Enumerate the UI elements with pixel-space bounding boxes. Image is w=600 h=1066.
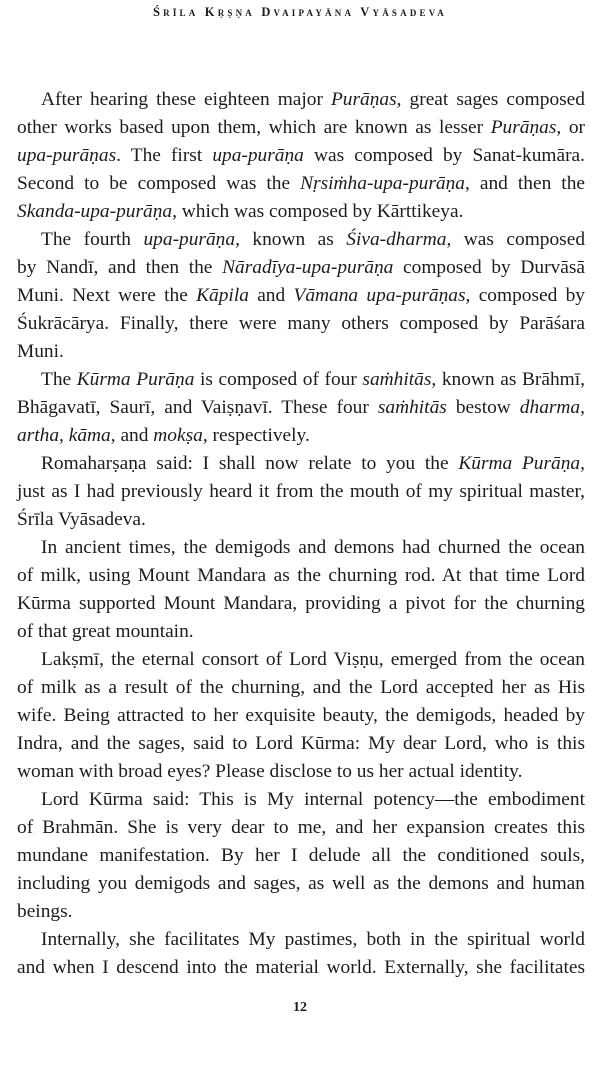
text-line	[17, 758, 585, 786]
text-line	[17, 646, 585, 674]
page-number: 12	[293, 1000, 307, 1015]
text-run: was composed by Sanat-kumāra.	[303, 145, 585, 166]
text-line	[17, 534, 585, 562]
text-run: Śrīla Vyāsadeva.	[17, 509, 146, 530]
text-line	[17, 198, 585, 226]
italic-term: dharma	[519, 397, 581, 418]
italic-term: Śiva-dharma	[346, 229, 447, 250]
text-run: is composed of four	[194, 369, 363, 390]
text-run: The	[41, 369, 77, 390]
text-run: including you demigods and sages, as well as the demons and human	[17, 873, 585, 894]
text-run: , composed by	[465, 285, 585, 306]
text-run: and when I descend into the material world. Externally, she facilitates	[17, 957, 585, 978]
text-line	[17, 338, 585, 366]
text-line	[17, 898, 585, 926]
text-run: other works based upon them, which are known as lesser	[17, 117, 491, 138]
text-run: Lord Kūrma said: This is My internal potency—the embodiment	[41, 789, 585, 810]
text-run: ,	[59, 425, 69, 446]
page-body-text	[17, 86, 585, 982]
text-run: , known as	[235, 229, 347, 250]
text-run: . The first	[116, 145, 213, 166]
text-line	[17, 86, 585, 114]
text-run: of that great mountain.	[17, 621, 194, 642]
text-line	[17, 142, 585, 170]
italic-term: upa-purāṇa	[143, 229, 236, 250]
text-run: Lakṣmī, the eternal consort of Lord Viṣṇu, emerged from the ocean	[41, 649, 585, 670]
text-run: Romaharṣaṇa said: I shall now relate to you the	[41, 453, 459, 474]
text-run: In ancient times, the demigods and demons had churned the ocean	[41, 537, 585, 558]
text-line	[17, 394, 585, 422]
text-run: composed by Durvāsā	[393, 257, 586, 278]
text-run: , or	[556, 117, 585, 138]
text-line	[17, 170, 585, 198]
text-run: Kūrma supported Mount Mandara, providing a pivot for the churning	[17, 593, 585, 614]
text-line	[17, 730, 585, 758]
text-run: Śukrācārya. Finally, there were many others composed by Parāśara	[17, 313, 585, 334]
text-run: of Brahmān. She is very dear to me, and her expansion creates this	[17, 817, 585, 838]
text-line	[17, 450, 585, 478]
italic-term: kāma	[68, 425, 111, 446]
text-run: After hearing these eighteen major	[41, 89, 331, 110]
paragraph	[17, 450, 585, 534]
text-run: ,	[580, 397, 585, 418]
italic-term: Kāpila	[196, 285, 249, 306]
italic-term: mokṣa	[153, 425, 203, 446]
italic-term: upa-purāṇas	[17, 145, 117, 166]
paragraph	[17, 926, 585, 982]
text-run: , and then the	[464, 173, 585, 194]
text-line	[17, 954, 585, 982]
text-line	[17, 590, 585, 618]
text-line	[17, 814, 585, 842]
text-line	[17, 674, 585, 702]
italic-term: saṁhitās	[362, 369, 432, 390]
running-header: Śrīla Kṛṣṇa Dvaipayāna Vyāsadeva	[153, 5, 447, 19]
italic-term: Vāmana upa-purāṇas	[293, 285, 466, 306]
text-line	[17, 618, 585, 646]
text-line	[17, 786, 585, 814]
paragraph	[17, 366, 585, 450]
text-line	[17, 114, 585, 142]
text-run: woman with broad eyes? Please disclose to us her actual identity.	[17, 761, 523, 782]
text-run: just as I had previously heard it from the mouth of my spiritual master,	[17, 481, 585, 502]
text-run: bestow	[446, 397, 520, 418]
text-line	[17, 870, 585, 898]
text-line	[17, 842, 585, 870]
text-run: mundane manifestation. By her I delude all the conditioned souls,	[17, 845, 585, 866]
text-run: by Nandī, and then the	[17, 257, 223, 278]
text-run: Second to be composed was the	[17, 173, 301, 194]
italic-term: Nāradīya-upa-purāṇa	[222, 257, 394, 278]
text-run: , great sages composed	[396, 89, 585, 110]
italic-term: Purāṇas	[330, 89, 397, 110]
italic-term: Nṛsiṁha-upa-purāṇa	[300, 173, 465, 194]
italic-term: upa-purāṇa	[212, 145, 304, 166]
text-run: Muni.	[17, 341, 64, 362]
italic-term: Skanda-upa-purāṇa	[17, 201, 173, 222]
text-line	[17, 310, 585, 338]
text-line	[17, 702, 585, 730]
italic-term: Kūrma Purāṇa	[458, 453, 581, 474]
text-line	[17, 226, 585, 254]
text-line	[17, 926, 585, 954]
text-run: , which was composed by Kārttikeya.	[172, 201, 464, 222]
text-line	[17, 366, 585, 394]
text-run: The fourth	[41, 229, 144, 250]
text-run: ,	[580, 453, 585, 474]
text-run: , was composed	[446, 229, 586, 250]
paragraph	[17, 786, 585, 926]
text-run: of milk, using Mount Mandara as the churning rod. At that time Lord	[17, 565, 585, 586]
text-run: of milk as a result of the churning, and the Lord accepted her as His	[17, 677, 585, 698]
text-run: , and	[110, 425, 154, 446]
text-run: Muni. Next were the	[17, 285, 197, 306]
text-run: Indra, and the sages, said to Lord Kūrma: My dear Lord, who is this	[17, 733, 585, 754]
text-run: , respectively.	[202, 425, 310, 446]
text-run: and	[248, 285, 294, 306]
paragraph	[17, 226, 585, 366]
italic-term: saṁhitās	[377, 397, 447, 418]
text-line	[17, 282, 585, 310]
text-line	[17, 506, 585, 534]
text-run: wife. Being attracted to her exquisite beauty, the demigods, headed by	[17, 705, 585, 726]
text-run: beings.	[17, 901, 73, 922]
italic-term: Kūrma Purāṇa	[76, 369, 195, 390]
text-run: Bhāgavatī, Saurī, and Vaiṣṇavī. These four	[17, 397, 378, 418]
text-line	[17, 478, 585, 506]
paragraph	[17, 86, 585, 226]
italic-term: Purāṇas	[490, 117, 557, 138]
paragraph	[17, 534, 585, 646]
text-line	[17, 254, 585, 282]
text-line	[17, 562, 585, 590]
text-line	[17, 422, 585, 450]
text-run: , known as Brāhmī,	[431, 369, 585, 390]
text-run: Internally, she facilitates My pastimes, both in the spiritual world	[41, 929, 585, 950]
italic-term: artha	[17, 425, 60, 446]
paragraph	[17, 646, 585, 786]
